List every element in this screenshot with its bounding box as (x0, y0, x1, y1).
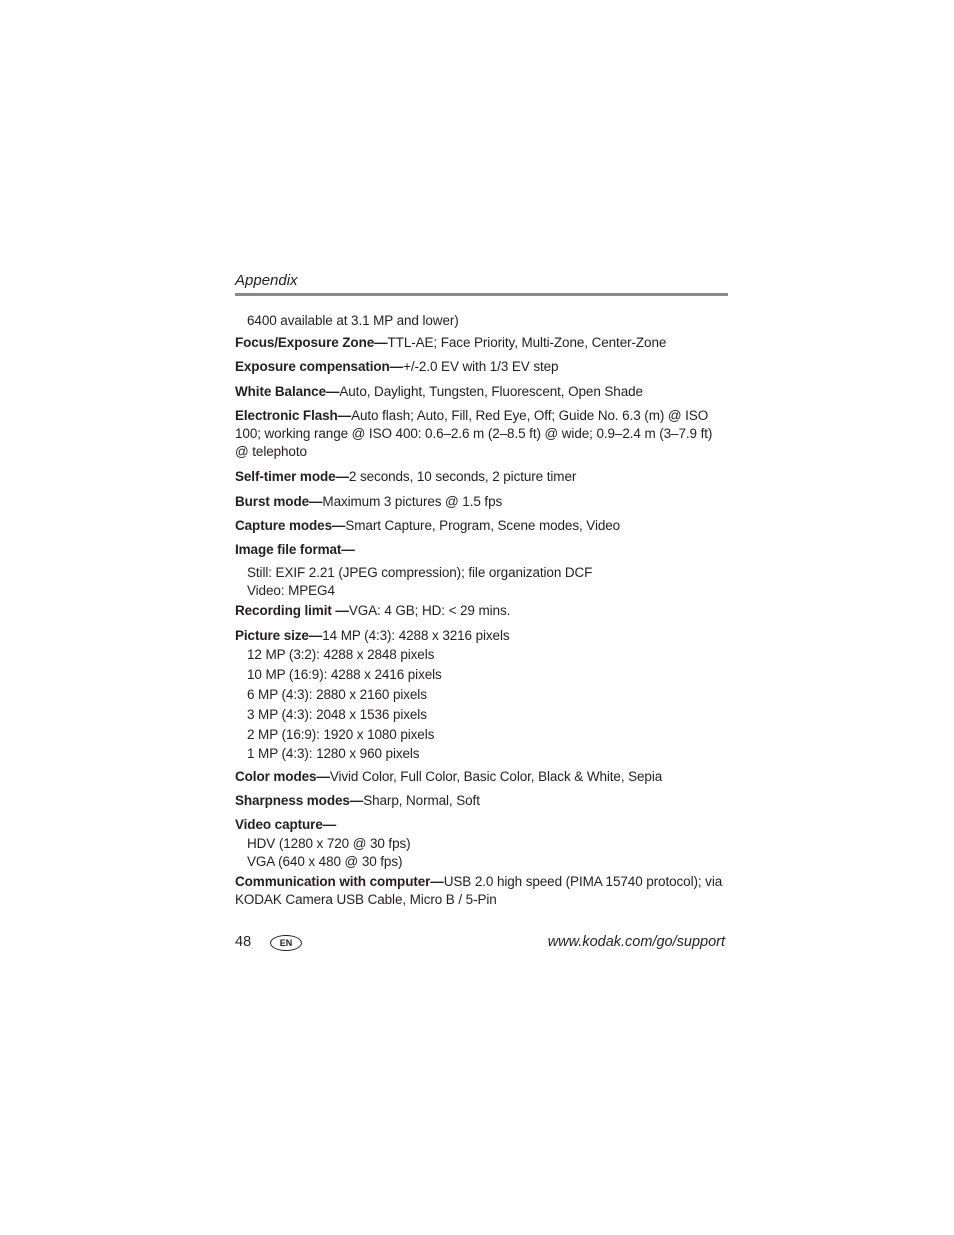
spec-picture-size (235, 627, 510, 645)
spec-value: Smart Capture, Program, Scene modes, Video (345, 518, 621, 533)
spec-capture (235, 517, 620, 535)
spec-self-timer (235, 468, 576, 486)
spec-burst (235, 493, 502, 511)
spec-white-balance (235, 383, 643, 401)
spec-label: Self-timer mode— (235, 469, 349, 484)
spec-label: Picture size— (235, 628, 323, 643)
spec-communication (235, 873, 728, 909)
manual-page (235, 270, 728, 907)
page-number: 48 (235, 934, 252, 950)
spec-value: VGA: 4 GB; HD: < 29 mins. (348, 603, 511, 618)
spec-value: Vivid Color, Full Color, Basic Color, Black & White, Sepia (329, 769, 663, 784)
spec-sharpness (235, 792, 480, 810)
header-rule (235, 293, 728, 296)
spec-value: USB 2.0 high speed (PIMA 15740 protocol); via KODAK Camera USB Cable, Micro B / 5-Pin (235, 874, 723, 907)
spec-label: Burst mode— (235, 494, 323, 509)
picture-size-line: 10 MP (16:9): 4288 x 2416 pixels (247, 667, 442, 682)
spec-value: 2 seconds, 10 seconds, 2 picture timer (348, 469, 577, 484)
spec-label: Communication with computer— (235, 874, 444, 889)
spec-label: Color modes— (235, 769, 330, 784)
spec-label: White Balance— (235, 384, 340, 399)
video-line: VGA (640 x 480 @ 30 fps) (247, 854, 403, 869)
video-line: HDV (1280 x 720 @ 30 fps) (247, 836, 411, 851)
spec-value: 14 MP (4:3): 4288 x 3216 pixels (322, 628, 510, 643)
picture-size-line: 2 MP (16:9): 1920 x 1080 pixels (247, 727, 435, 742)
language-badge: EN (270, 935, 302, 951)
spec-label: Capture modes— (235, 518, 346, 533)
iso-continued: 6400 available at 3.1 MP and lower) (247, 313, 459, 328)
picture-size-line: 12 MP (3:2): 4288 x 2848 pixels (247, 647, 435, 662)
image-format-line: Video: MPEG4 (247, 583, 335, 598)
spec-focus (235, 334, 666, 352)
spec-recording (235, 602, 510, 620)
picture-size-line: 6 MP (4:3): 2880 x 2160 pixels (247, 687, 427, 702)
picture-size-line: 1 MP (4:3): 1280 x 960 pixels (247, 746, 420, 761)
spec-value: Maximum 3 pictures @ 1.5 fps (322, 494, 503, 509)
spec-exposure (235, 358, 558, 376)
spec-flash (235, 407, 728, 461)
spec-value: +/-2.0 EV with 1/3 EV step (403, 359, 559, 374)
spec-video (235, 816, 336, 834)
spec-value: Sharp, Normal, Soft (363, 793, 480, 808)
spec-label: Exposure compensation— (235, 359, 404, 374)
section-title: Appendix (235, 272, 298, 289)
spec-value: Auto flash; Auto, Fill, Red Eye, Off; Guide No. 6.3 (m) @ ISO 100; working range @ ISO 400: 0.6–2.6 m (2–8.5 ft) @ wide; 0.9–2.4 m (3–7.9 ft) @ telephoto (235, 408, 713, 459)
picture-size-line: 3 MP (4:3): 2048 x 1536 pixels (247, 707, 427, 722)
support-url: www.kodak.com/go/support (547, 934, 725, 950)
spec-label: Focus/Exposure Zone— (235, 335, 388, 350)
image-format-line: Still: EXIF 2.21 (JPEG compression); file organization DCF (247, 565, 593, 580)
spec-label: Electronic Flash— (235, 408, 352, 423)
spec-label: Sharpness modes— (235, 793, 364, 808)
spec-label: Recording limit — (235, 603, 349, 618)
spec-color (235, 768, 662, 786)
spec-value: TTL-AE; Face Priority, Multi-Zone, Center-Zone (387, 335, 667, 350)
spec-image-format (235, 541, 355, 559)
page-footer (235, 930, 725, 954)
spec-value: Auto, Daylight, Tungsten, Fluorescent, Open Shade (339, 384, 643, 399)
spec-label: Image file format— (235, 542, 355, 557)
spec-label: Video capture— (235, 817, 337, 832)
